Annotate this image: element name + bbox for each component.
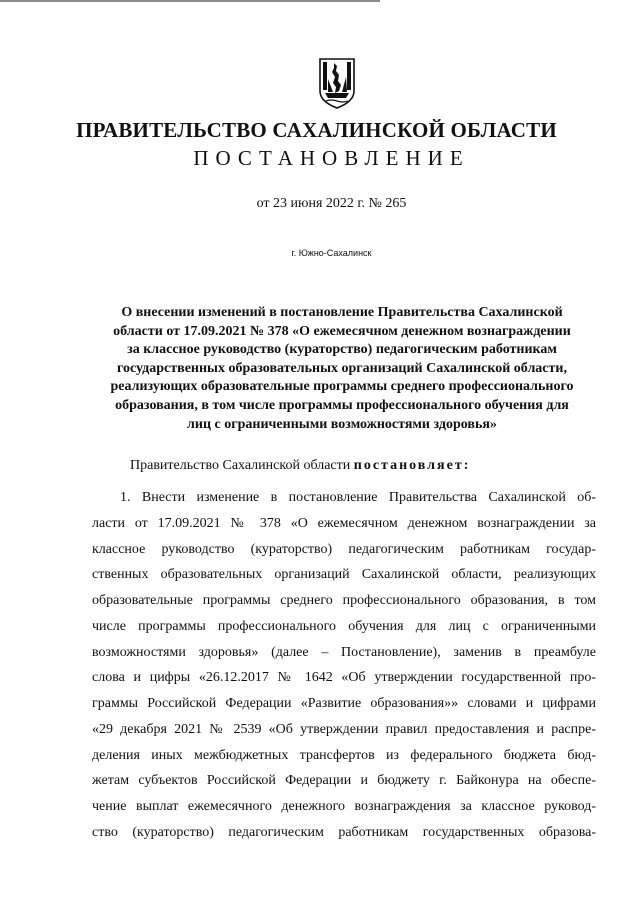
body-line: образовательные программы среднего профессионального образования, в том [92, 593, 596, 608]
document-body [92, 485, 596, 846]
body-line: жетам субъектов Российской Федерации и бюджету г. Байконура на обеспе- [92, 773, 596, 789]
body-line: ство (кураторство) педагогическим работникам государственных образова- [92, 824, 596, 840]
organization-title: ПРАВИТЕЛЬСТВО САХАЛИНСКОЙ ОБЛАСТИ [76, 118, 557, 142]
subject-line: за классное руководство (кураторство) педагогическим работникам [127, 342, 557, 358]
body-line: ственных образовательных организаций Сахалинской области, реализующих [92, 567, 596, 583]
body-line: деления иных межбюджетных трансфертов из федерального бюджета бюд- [92, 747, 596, 763]
body-line: граммы Российской Федерации «Развитие образования»» словами и цифрами [92, 696, 596, 711]
document-type: ПОСТАНОВЛЕНИЕ [193, 146, 470, 170]
preamble-emphasis: постановляет: [353, 458, 471, 473]
body-line: числе программы профессионального обучения для лиц с ограниченными [92, 618, 596, 634]
document-subject [92, 304, 592, 434]
body-line: возможностями здоровья» (далее – Постановление), заменив в преамбуле [92, 644, 596, 660]
subject-line: лиц с ограниченными возможностями здоровья» [187, 416, 497, 432]
subject-line: области от 17.09.2021 № 378 «О ежемесячном денежном вознаграждении [113, 323, 571, 339]
preamble [130, 458, 470, 474]
sakhalin-coat-of-arms-icon [317, 57, 357, 109]
subject-line: реализующих образовательные программы среднего профессионального [110, 379, 574, 395]
body-line: 1. Внести изменение в постановление Правительства Сахалинской об- [120, 490, 596, 505]
document-city: г. Южно-Сахалинск [291, 248, 372, 258]
document-date-number: от 23 июня 2022 г. № 265 [256, 196, 407, 211]
body-line: чение выплат ежемесячного денежного вознаграждения за классное руковод- [92, 799, 596, 814]
subject-line: государственных образовательных организаций Сахалинской области, [117, 360, 567, 376]
preamble-text: Правительство Сахалинской области [130, 458, 354, 473]
scan-edge-line [0, 0, 380, 2]
body-line: ласти от 17.09.2021 № 378 «О ежемесячном денежном вознаграждении за [92, 515, 596, 531]
body-line: классное руководство (кураторство) педагогическим работникам государ- [92, 541, 596, 557]
subject-line: О внесении изменений в постановление Правительства Сахалинской [121, 305, 563, 320]
body-line: слова и цифры «26.12.2017 № 1642 «Об утверждении государственной про- [92, 670, 596, 686]
body-line: «29 декабря 2021 № 2539 «Об утверждении правил предоставления и распре- [92, 721, 596, 737]
subject-line: образования, в том числе программы профессионального обучения для [115, 397, 569, 413]
